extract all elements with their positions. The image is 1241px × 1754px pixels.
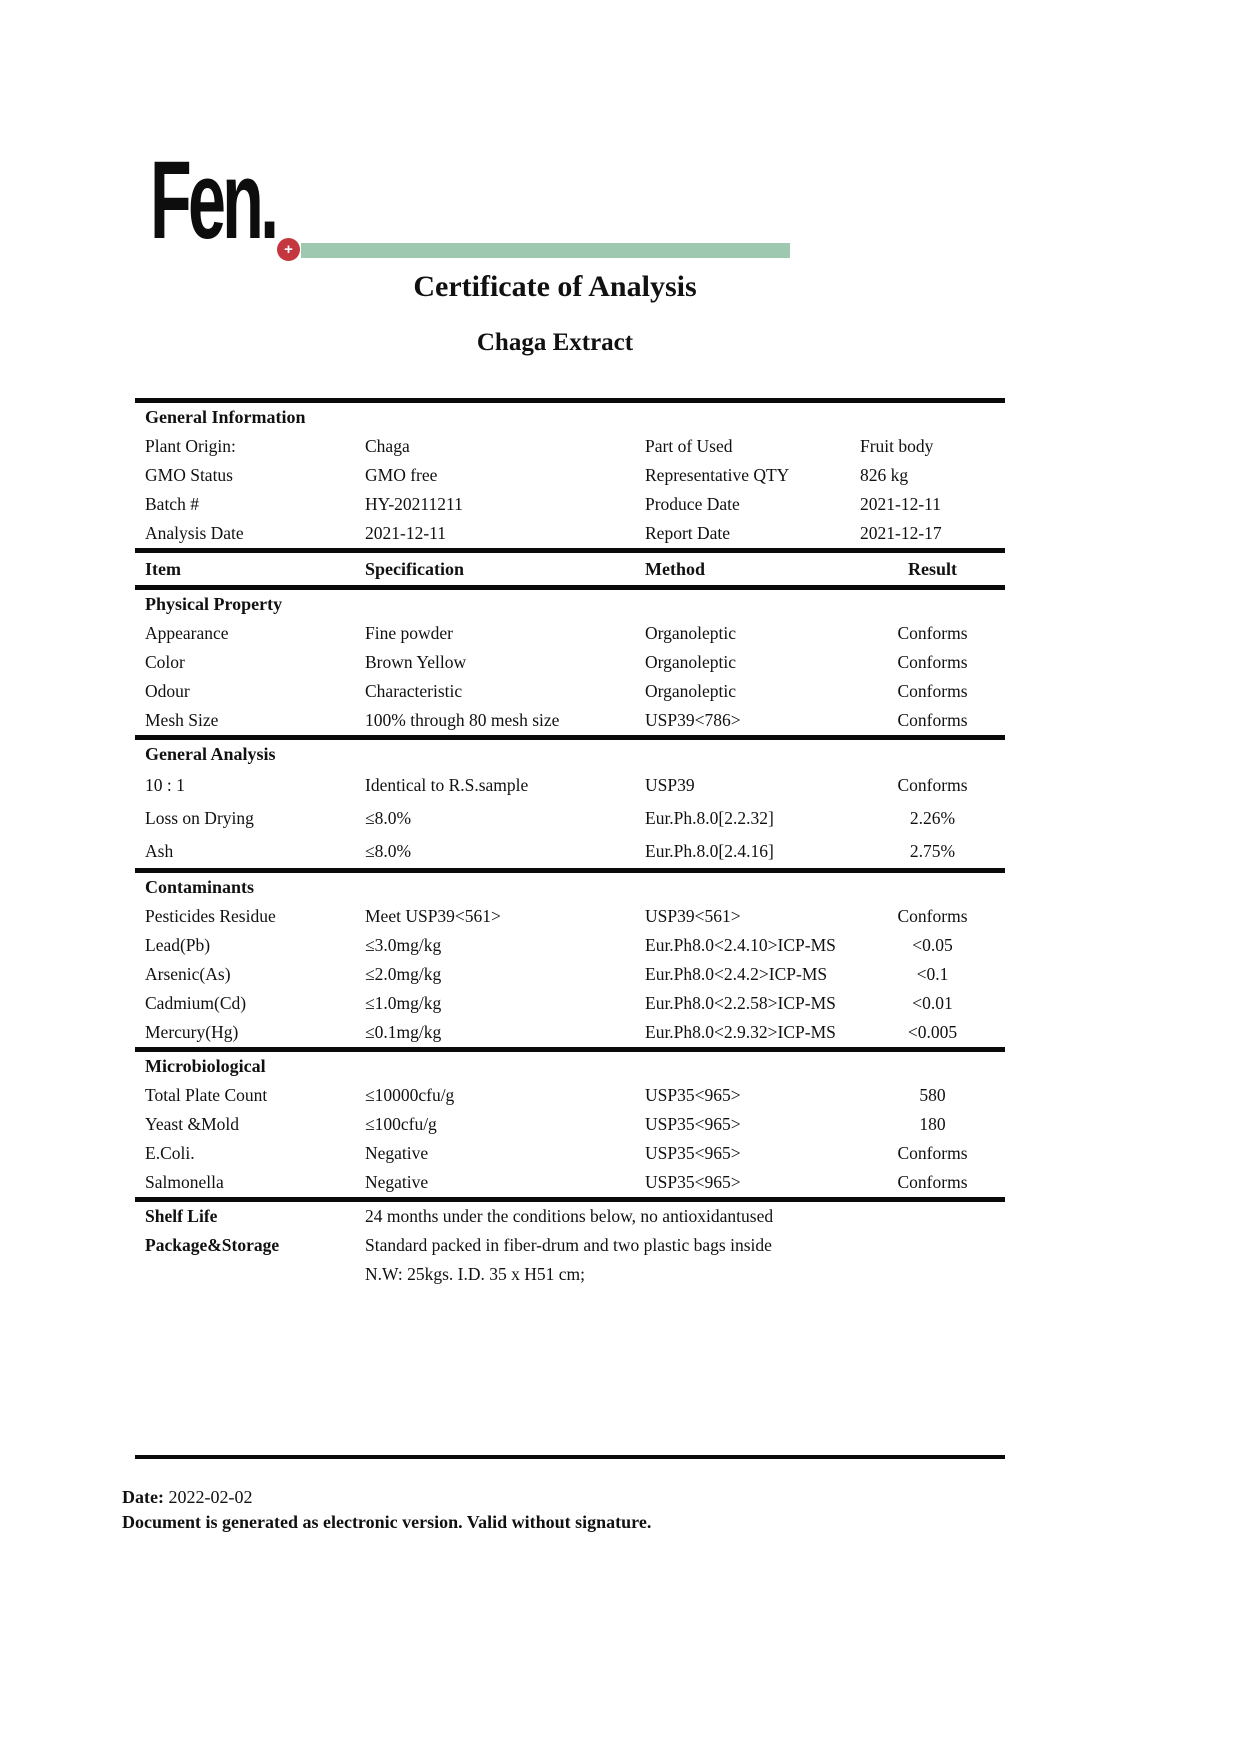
- column-header-specification: Specification: [365, 558, 464, 579]
- info-value: Fruit body: [860, 436, 934, 456]
- table-row: [135, 902, 1005, 931]
- method-cell: USP35<965>: [645, 1172, 741, 1192]
- result-cell: Conforms: [897, 775, 968, 795]
- method-cell: Eur.Ph.8.0[2.4.16]: [645, 841, 774, 861]
- divider-bottom: [135, 1455, 1005, 1459]
- column-header-result: Result: [908, 558, 957, 579]
- item-cell: Ash: [145, 841, 174, 861]
- info-value: GMO free: [365, 465, 438, 485]
- info-value: 2021-12-11: [365, 523, 447, 543]
- general-info-row: [135, 432, 1005, 461]
- method-cell: USP39: [645, 775, 695, 795]
- specification-cell: Negative: [365, 1172, 429, 1192]
- specification-cell: ≤2.0mg/kg: [365, 964, 442, 984]
- table-row: [135, 989, 1005, 1018]
- electronic-validity-note: Document is generated as electronic version. Valid without signature.: [122, 1512, 652, 1532]
- table-row: [135, 802, 1005, 835]
- info-label: Report Date: [645, 523, 731, 543]
- specification-cell: ≤8.0%: [365, 841, 412, 861]
- date-value: 2022-02-02: [168, 1487, 253, 1507]
- item-cell: Arsenic(As): [145, 964, 231, 984]
- result-cell: <0.05: [912, 935, 953, 955]
- method-cell: Organoleptic: [645, 623, 737, 643]
- section-header-physical-property: Physical Property: [145, 594, 283, 614]
- table-row: [135, 960, 1005, 989]
- method-cell: Eur.Ph8.0<2.4.10>ICP-MS: [645, 935, 836, 955]
- method-cell: Eur.Ph8.0<2.2.58>ICP-MS: [645, 993, 836, 1013]
- item-cell: 10 : 1: [145, 775, 185, 795]
- item-cell: Loss on Drying: [145, 808, 254, 828]
- method-cell: USP35<965>: [645, 1085, 741, 1105]
- storage-row: [135, 1260, 1005, 1289]
- item-cell: E.Coli.: [145, 1143, 195, 1163]
- item-cell: Pesticides Residue: [145, 906, 276, 926]
- table-row: [135, 835, 1005, 868]
- plus-glyph: +: [284, 241, 293, 258]
- result-cell: Conforms: [897, 1143, 968, 1163]
- method-cell: Eur.Ph8.0<2.4.2>ICP-MS: [645, 964, 828, 984]
- item-cell: Color: [145, 652, 185, 672]
- method-cell: USP35<965>: [645, 1114, 741, 1134]
- info-label: Plant Origin:: [145, 436, 236, 456]
- specification-cell: ≤8.0%: [365, 808, 412, 828]
- method-cell: Organoleptic: [645, 681, 737, 701]
- table-row: [135, 931, 1005, 960]
- result-cell: 180: [919, 1114, 946, 1134]
- specification-cell: ≤100cfu/g: [365, 1114, 437, 1134]
- info-value: Chaga: [365, 436, 410, 456]
- item-cell: Total Plate Count: [145, 1085, 268, 1105]
- storage-label: Package&Storage: [145, 1235, 280, 1255]
- specification-cell: 100% through 80 mesh size: [365, 710, 560, 730]
- column-header-row: [135, 553, 1005, 585]
- section-header-microbiological: Microbiological: [145, 1056, 266, 1076]
- table-row: [135, 1018, 1005, 1047]
- column-header-method: Method: [645, 558, 705, 579]
- info-value: 2021-12-17: [860, 523, 942, 543]
- item-cell: Salmonella: [145, 1172, 224, 1192]
- general-info-row: [135, 461, 1005, 490]
- info-value: 2021-12-11: [860, 494, 942, 514]
- method-cell: USP39<561>: [645, 906, 741, 926]
- product-name: Chaga Extract: [476, 329, 634, 356]
- section-header-contaminants: Contaminants: [145, 877, 255, 897]
- table-row: [135, 706, 1005, 735]
- info-label: Batch #: [145, 494, 199, 514]
- specification-cell: Identical to R.S.sample: [365, 775, 529, 795]
- storage-rows: [135, 1202, 1005, 1289]
- date-line: [122, 1485, 651, 1510]
- specification-cell: ≤10000cfu/g: [365, 1085, 455, 1105]
- storage-row: [135, 1231, 1005, 1260]
- table-row: [135, 619, 1005, 648]
- result-cell: Conforms: [897, 1172, 968, 1192]
- table-row: [135, 1168, 1005, 1197]
- item-cell: Mercury(Hg): [145, 1022, 239, 1042]
- coa-table: [135, 398, 1005, 1459]
- item-cell: Yeast &Mold: [145, 1114, 240, 1134]
- specification-cell: ≤3.0mg/kg: [365, 935, 442, 955]
- table-row: [135, 677, 1005, 706]
- result-cell: <0.01: [912, 993, 953, 1013]
- specification-cell: Negative: [365, 1143, 429, 1163]
- table-row: [135, 769, 1005, 802]
- result-cell: <0.005: [907, 1022, 958, 1042]
- general-information-rows: [135, 432, 1005, 548]
- item-cell: Odour: [145, 681, 190, 701]
- logo-bar: [301, 243, 790, 258]
- specification-cell: ≤1.0mg/kg: [365, 993, 442, 1013]
- method-cell: Organoleptic: [645, 652, 737, 672]
- specification-cell: Fine powder: [365, 623, 453, 643]
- info-label: GMO Status: [145, 465, 233, 485]
- date-label: Date:: [122, 1487, 164, 1507]
- method-cell: Eur.Ph.8.0[2.2.32]: [645, 808, 774, 828]
- result-cell: Conforms: [897, 623, 968, 643]
- item-cell: Mesh Size: [145, 710, 219, 730]
- item-cell: Cadmium(Cd): [145, 993, 247, 1013]
- info-label: Part of Used: [645, 436, 733, 456]
- footer: [122, 1485, 651, 1535]
- result-cell: Conforms: [897, 906, 968, 926]
- spacer: [135, 1289, 1005, 1455]
- table-sections: [135, 590, 1005, 1202]
- specification-cell: ≤0.1mg/kg: [365, 1022, 442, 1042]
- method-cell: Eur.Ph8.0<2.9.32>ICP-MS: [645, 1022, 836, 1042]
- result-cell: Conforms: [897, 710, 968, 730]
- table-row: [135, 1081, 1005, 1110]
- method-cell: USP35<965>: [645, 1143, 741, 1163]
- storage-text: N.W: 25kgs. I.D. 35 x H51 cm;: [365, 1264, 586, 1284]
- specification-cell: Meet USP39<561>: [365, 906, 501, 926]
- company-logo: Fen.: [150, 139, 276, 262]
- storage-label: Shelf Life: [145, 1206, 218, 1226]
- general-info-row: [135, 490, 1005, 519]
- document-title: Certificate of Analysis: [413, 270, 697, 303]
- section-header-general-information: General Information: [145, 407, 306, 427]
- section-header-general-analysis: General Analysis: [145, 744, 276, 764]
- item-cell: Lead(Pb): [145, 935, 211, 955]
- storage-text: Standard packed in fiber-drum and two plastic bags inside: [365, 1235, 772, 1255]
- general-info-row: [135, 519, 1005, 548]
- result-cell: <0.1: [916, 964, 949, 984]
- table-row: [135, 1110, 1005, 1139]
- item-cell: Appearance: [145, 623, 229, 643]
- specification-cell: Brown Yellow: [365, 652, 467, 672]
- column-header-item: Item: [145, 558, 181, 579]
- method-cell: USP39<786>: [645, 710, 741, 730]
- result-cell: Conforms: [897, 652, 968, 672]
- result-cell: 2.75%: [909, 841, 956, 861]
- result-cell: 2.26%: [909, 808, 956, 828]
- info-label: Representative QTY: [645, 465, 790, 485]
- result-cell: Conforms: [897, 681, 968, 701]
- result-cell: 580: [919, 1085, 946, 1105]
- info-value: HY-20211211: [365, 494, 463, 514]
- logo-plus-icon: [277, 238, 300, 261]
- specification-cell: Characteristic: [365, 681, 463, 701]
- info-label: Analysis Date: [145, 523, 244, 543]
- info-value: 826 kg: [860, 465, 909, 485]
- table-row: [135, 648, 1005, 677]
- table-row: [135, 1139, 1005, 1168]
- info-label: Produce Date: [645, 494, 740, 514]
- storage-text: 24 months under the conditions below, no antioxidantused: [365, 1206, 774, 1226]
- storage-row: [135, 1202, 1005, 1231]
